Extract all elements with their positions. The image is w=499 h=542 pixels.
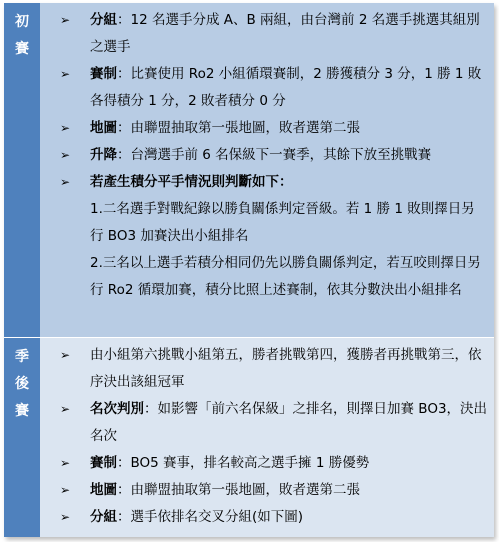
bullet-arrow-icon: ➢ xyxy=(60,510,71,524)
item-separator: ： xyxy=(117,120,131,136)
item-separator: ： xyxy=(117,509,131,525)
playoff-item xyxy=(40,342,488,396)
prelim-list xyxy=(40,3,494,304)
prelim-row xyxy=(4,3,494,338)
item-label: 名次判別 xyxy=(90,401,144,417)
bullet-arrow-icon: ➢ xyxy=(60,348,71,362)
playoff-list xyxy=(40,338,494,531)
item-text: 由聯盟抽取第一張地圖，敗者選第二張 xyxy=(130,120,360,136)
prelim-sub-item: 2.三名以上選手若積分相同仍先以勝負關係判定，若互咬則擇日另行 Ro2 循環加賽，積分比照上述賽制，依其分數決出小組排名 xyxy=(90,255,481,298)
prelim-item xyxy=(40,61,488,115)
playoff-row xyxy=(4,338,494,538)
item-label: 賽制 xyxy=(90,455,117,471)
item-text: 比賽使用 Ro2 小組循環賽制，2 勝獲積分 3 分，1 勝 1 敗各得積分 1 分，2 敗者積分 0 分 xyxy=(90,66,482,109)
bullet-arrow-icon: ➢ xyxy=(60,13,71,27)
item-text: 由聯盟抽取第一張地圖，敗者選第二張 xyxy=(130,482,360,498)
item-separator: ： xyxy=(117,12,131,28)
item-label: 分組 xyxy=(90,509,117,525)
bullet-arrow-icon: ➢ xyxy=(60,175,71,189)
item-text: 台灣選手前 6 名保級下一賽季，其餘下放至挑戰賽 xyxy=(130,147,432,163)
playoff-content-cell xyxy=(40,338,494,538)
item-separator: ： xyxy=(117,147,131,163)
item-separator: ： xyxy=(117,482,131,498)
rules-table xyxy=(4,3,494,537)
bullet-arrow-icon: ➢ xyxy=(60,148,71,162)
bullet-arrow-icon: ➢ xyxy=(60,121,71,135)
item-text: 12 名選手分成 A、B 兩組，由台灣前 2 名選手挑選其組別之選手 xyxy=(90,12,480,55)
item-label: 賽制 xyxy=(90,66,117,82)
prelim-item xyxy=(40,142,488,169)
playoff-stage-label: 季後賽 xyxy=(15,349,29,419)
prelim-item xyxy=(40,115,488,142)
item-text: BO5 賽事，排名較高之選手擁 1 勝優勢 xyxy=(130,455,370,471)
item-label: 地圖 xyxy=(90,482,117,498)
bullet-arrow-icon: ➢ xyxy=(60,402,71,416)
playoff-item xyxy=(40,396,488,450)
item-text: 由小組第六挑戰小組第五，勝者挑戰第四，獲勝者再挑戰第三，依序決出該組冠軍 xyxy=(90,347,482,390)
bullet-arrow-icon: ➢ xyxy=(60,456,71,470)
prelim-sub-item: 1.二名選手對戰紀錄以勝負關係判定晉級。若 1 勝 1 敗則擇日另行 BO3 加賽決出小組排名 xyxy=(90,201,475,244)
item-separator: ： xyxy=(144,401,158,417)
bullet-arrow-icon: ➢ xyxy=(60,483,71,497)
item-text: 如影響「前六名保級」之排名，則擇日加賽 BO3，決出名次 xyxy=(90,401,488,444)
item-separator: ： xyxy=(117,66,131,82)
bullet-arrow-icon: ➢ xyxy=(60,67,71,81)
item-label: 若產生積分平手情況則判斷如下： xyxy=(90,174,293,190)
prelim-stage-label: 初賽 xyxy=(15,14,29,57)
prelim-item xyxy=(40,169,488,196)
playoff-item xyxy=(40,450,488,477)
item-separator: ： xyxy=(117,455,131,471)
playoff-item xyxy=(40,477,488,504)
prelim-content-cell xyxy=(40,3,494,338)
playoff-item xyxy=(40,504,488,531)
item-label: 分組 xyxy=(90,12,117,28)
item-label: 升降 xyxy=(90,147,117,163)
prelim-stage-cell xyxy=(4,3,40,338)
prelim-item xyxy=(40,7,488,61)
item-label: 地圖 xyxy=(90,120,117,136)
playoff-stage-cell xyxy=(4,338,40,538)
item-text: 選手依排名交叉分組(如下圖) xyxy=(130,509,304,525)
